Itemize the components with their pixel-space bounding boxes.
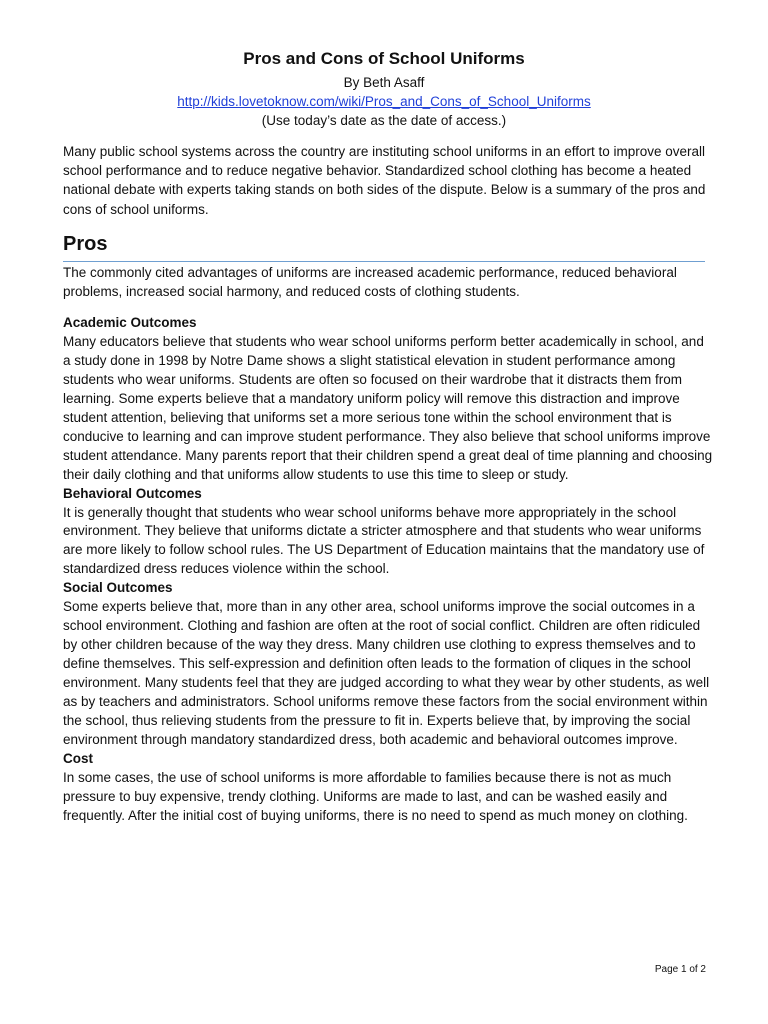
section-divider xyxy=(63,261,705,262)
pros-details xyxy=(63,314,713,826)
academic-outcomes-section xyxy=(63,314,713,485)
behavioral-outcomes-text: It is generally thought that students who wear school uniforms behave more appropriately in the school environment. They believe that uniforms dictate a stricter atmosphere and that students who wear uniforms are more likely to follow school rules. The US Department of Education maintains that the mandatory use of standardized dress reduces violence within the school. xyxy=(63,504,705,577)
cost-text: In some cases, the use of school uniforms is more affordable to families because there is not as much pressure to buy expensive, trendy clothing. Uniforms are made to last, and can be washed easily and frequently. After the initial cost of buying uniforms, there is no need to spend as much money on clothing. xyxy=(63,769,688,823)
behavioral-outcomes-section xyxy=(63,485,713,580)
access-note: (Use today’s date as the date of access.) xyxy=(261,113,507,128)
pros-summary: The commonly cited advantages of uniforms are increased academic performance, reduced behavioral problems, increased social harmony, and reduced costs of clothing students. xyxy=(63,265,677,299)
source-link[interactable]: http://kids.lovetoknow.com/wiki/Pros_and_Cons_of_School_Uniforms xyxy=(177,94,591,109)
author-byline: By Beth Asaff xyxy=(343,75,425,90)
social-outcomes-section xyxy=(63,579,713,750)
cost-section xyxy=(63,750,713,826)
document-header xyxy=(0,48,768,130)
pros-heading: Pros xyxy=(63,233,108,255)
cost-heading: Cost xyxy=(63,750,93,766)
intro-paragraph: Many public school systems across the country are instituting school uniforms in an effort to improve overall school performance and to reduce negative behavior. Standardized school clothing has become a heated national debate with experts taking stands on both sides of the dispute. Below is a summary of the pros and cons of school uniforms. xyxy=(63,144,706,217)
academic-outcomes-text: Many educators believe that students who wear school uniforms perform better academically in school, and a study done in 1998 by Notre Dame shows a slight statistical elevation in student performance among students who wear uniforms. Students are often so focused on their wardrobe that it distracts them from learning. Some experts believe that a mandatory uniform policy will remove this distraction and improve student attention, believing that uniforms set a more serious tone within the school environment that is conducive to learning and can improve student performance. They also believe that school uniforms improve student attendance. Many parents report that their children spend a great deal of time planning and choosing their daily clothing and that uniforms allow students to use this time to sleep or study. xyxy=(63,333,713,482)
behavioral-outcomes-heading: Behavioral Outcomes xyxy=(63,485,202,501)
page-number: Page 1 of 2 xyxy=(654,964,706,975)
social-outcomes-heading: Social Outcomes xyxy=(63,580,173,596)
academic-outcomes-heading: Academic Outcomes xyxy=(63,315,197,330)
social-outcomes-text: Some experts believe that, more than in any other area, school uniforms improve the social outcomes in a school environment. Clothing and fashion are often at the root of social conflict. Children are often ridiculed by other children because of the way they dress. Many children use clothing to express themselves and to define themselves. This self-expression and definition often leads to the formation of cliques in the school environment. Many students feel that they are judged according to what they wear by other students, as well as by teachers and administrators. School uniforms remove these factors from the social environment within the school, thus relieving students from the pressure to fit in. Experts believe that, by improving the social environment through mandatory standardized dress, both academic and behavioral outcomes improve. xyxy=(63,599,710,747)
document-title: Pros and Cons of School Uniforms xyxy=(243,49,525,68)
